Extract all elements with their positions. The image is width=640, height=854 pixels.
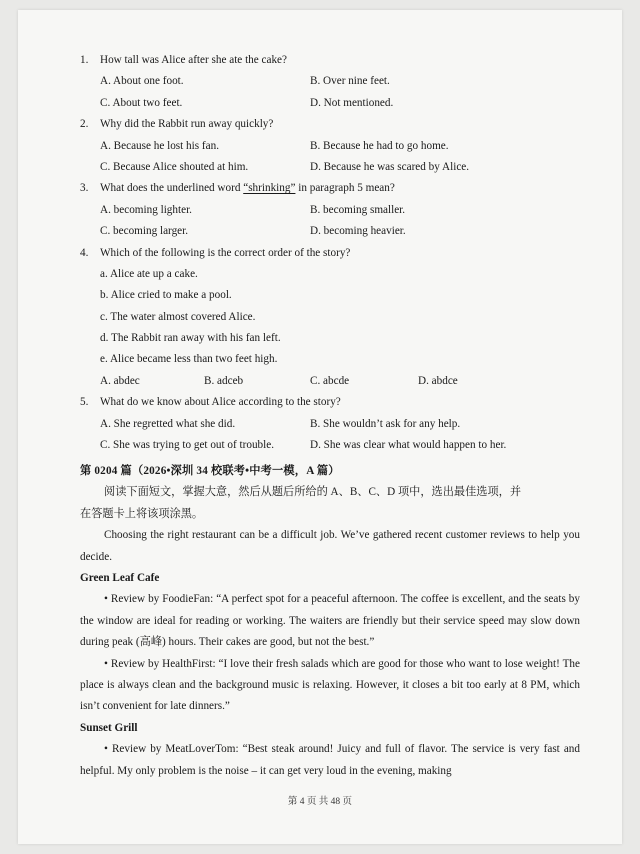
instruction-line-1: 阅读下面短文，掌握大意，然后从题后所给的 A、B、C、D 项中，选出最佳选项，并 [104,486,522,499]
options-row [80,414,580,435]
event-item [80,307,580,328]
question-text: What do we know about Alice according to the story? [100,396,341,409]
options-row [80,136,580,157]
event-item [80,264,580,285]
option-c: C. Because Alice shouted at him. [100,160,249,173]
question-number: 5. [80,396,89,409]
options-row [80,71,580,92]
option-d: D. She was clear what would happen to her. [310,439,507,452]
event-text: c. The water almost covered Alice. [100,310,256,323]
review-foodiefan: • Review by FoodieFan: “A perfect spot for a peaceful afternoon. The coffee is excellent, and the seats by the window are ideal for reading or working. The waiters are friendly but their service speed may slow down during peak (高峰) hours. Their cakes are good, but not the best.” [80,593,580,649]
option-c: C. She was trying to get out of trouble. [100,439,275,452]
option-d: D. becoming heavier. [310,225,406,238]
option-b: B. becoming smaller. [310,203,406,216]
option-d: D. Not mentioned. [310,96,394,109]
options-row [80,157,580,178]
page-content [80,50,580,782]
question-number: 3. [80,182,89,195]
question-3 [80,178,580,199]
option-a: A. Because he lost his fan. [100,139,219,152]
option-b: B. She wouldn’t ask for any help. [310,417,461,430]
option-c: C. becoming larger. [100,225,189,238]
page-footer: 第 4 页 共 48 页 [287,797,353,807]
question-1 [80,50,580,71]
question-text-after: in paragraph 5 mean? [295,182,395,195]
option-b: B. Because he had to go home. [310,139,449,152]
question-2 [80,114,580,135]
option-a: A. She regretted what she did. [100,417,236,430]
review-meatlovertom: • Review by MeatLoverTom: “Best steak around! Juicy and full of flavor. The service is very fast and helpful. My only problem is the noise – it can get very loud in the evening, making [80,743,580,777]
options-row [80,221,580,242]
option-b: B. adceb [204,374,244,387]
question-number: 4. [80,246,89,259]
review-healthfirst: • Review by HealthFirst: “I love their fresh salads which are good for those who want to lose weight! The place is always clean and the background music is relaxing. However, it closes a bit too early at 8 PM, which isn’t convenient for late dinners.” [80,657,580,713]
event-item [80,349,580,370]
question-number: 2. [80,118,89,131]
underlined-word: “shrinking” [243,182,296,195]
event-text: d. The Rabbit ran away with his fan left. [100,332,281,345]
passage-intro: Choosing the right restaurant can be a difficult job. We’ve gathered recent customer reviews to help you decide. [80,529,580,563]
option-a: A. About one foot. [100,75,184,88]
event-text: a. Alice ate up a cake. [100,267,198,280]
section-title: 第 0204 篇（2026•深圳 34 校联考•中考一模，A 篇） [80,465,340,478]
instruction-line-2: 在答题卡上将该项涂黑。 [80,507,204,520]
option-b: B. Over nine feet. [310,75,390,88]
option-d: D. abdce [418,374,458,387]
question-text: How tall was Alice after she ate the cake? [100,54,287,66]
question-4 [80,243,580,264]
options-row [80,93,580,114]
question-number: 1. [80,54,89,66]
options-row [80,371,580,392]
question-text: Why did the Rabbit run away quickly? [100,118,274,131]
option-d: D. Because he was scared by Alice. [310,160,470,173]
question-text: Which of the following is the correct order of the story? [100,246,351,259]
question-text-before: What does the underlined word [100,182,244,195]
event-item [80,328,580,349]
option-a: A. abdec [100,374,140,387]
restaurant-heading-sunset-grill: Sunset Grill [80,721,138,734]
question-5 [80,392,580,413]
option-a: A. becoming lighter. [100,203,192,216]
options-row [80,200,580,221]
event-text: e. Alice became less than two feet high. [100,353,278,366]
options-row [80,435,580,456]
option-c: C. abcde [310,374,350,387]
event-item [80,285,580,306]
event-text: b. Alice cried to make a pool. [100,289,232,302]
restaurant-heading-green-leaf: Green Leaf Cafe [80,572,160,585]
document-page [18,10,622,844]
option-c: C. About two feet. [100,96,183,109]
